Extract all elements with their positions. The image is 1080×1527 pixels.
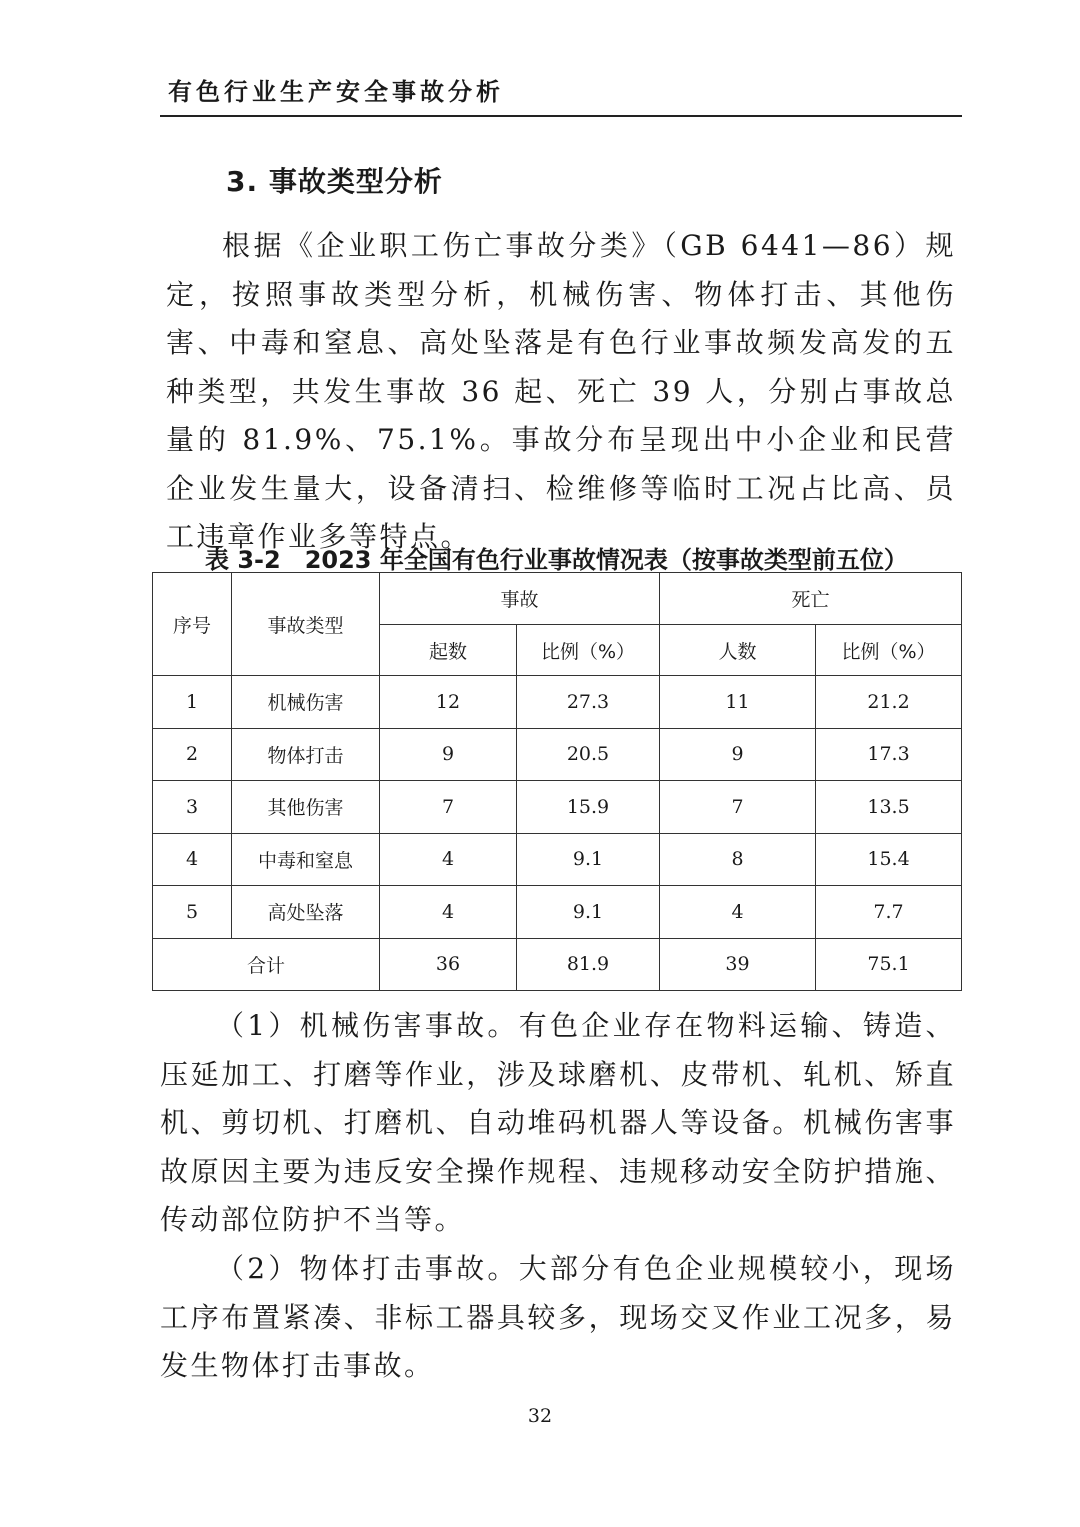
- cell-death-count: 11: [660, 676, 816, 729]
- cell-index: 3: [153, 781, 232, 834]
- table-header-row: [153, 573, 962, 625]
- cell-index: 2: [153, 728, 232, 781]
- cell-index: 1: [153, 676, 232, 729]
- cell-accident-count: 9: [380, 728, 517, 781]
- header-type: 事故类型: [232, 573, 380, 676]
- paragraph-mechanical-injury: （1）机械伤害事故。有色企业存在物料运输、铸造、压延加工、打磨等作业，涉及球磨机、皮带机、轧机、矫直机、剪切机、打磨机、自动堆码机器人等设备。机械伤害事故原因主要为违反安全操作规程、违规移动安全防护措施、传动部位防护不当等。: [160, 1009, 956, 1236]
- header-index: 序号: [153, 573, 232, 676]
- cell-type: 物体打击: [232, 728, 380, 781]
- cell-accident-count: 4: [380, 886, 517, 939]
- total-death-count: 39: [660, 938, 816, 990]
- cell-death-ratio: 21.2: [816, 676, 962, 729]
- cell-type: 其他伤害: [232, 781, 380, 834]
- cell-accident-count: 4: [380, 833, 517, 886]
- total-accident-ratio: 81.9: [517, 938, 660, 990]
- cell-death-ratio: 17.3: [816, 728, 962, 781]
- intro-paragraph: 根据《企业职工伤亡事故分类》（GB 6441—86）规定，按照事故类型分析，机械伤害、物体打击、其他伤害、中毒和窒息、高处坠落是有色行业事故频发高发的五种类型，共发生事故 36 起、死亡 39 人，分别占事故总量的 81.9%、75.1%。事故分布呈现出中小企业和民营企业发生量大，设备清扫、检维修等临时工况占比高、员工违章作业多等特点。: [166, 229, 956, 553]
- cell-index: 5: [153, 886, 232, 939]
- cell-accident-ratio: 15.9: [517, 781, 660, 834]
- cell-index: 4: [153, 833, 232, 886]
- table-caption: 表 3-2 2023 年全国有色行业事故情况表（按事故类型前五位）: [205, 546, 908, 574]
- total-label: 合计: [153, 938, 380, 990]
- table-row: [153, 676, 962, 729]
- header-death-count: 人数: [660, 625, 816, 676]
- cell-death-count: 9: [660, 728, 816, 781]
- header-accident-count: 起数: [380, 625, 517, 676]
- cell-accident-ratio: 9.1: [517, 886, 660, 939]
- cell-death-count: 4: [660, 886, 816, 939]
- cell-type: 机械伤害: [232, 676, 380, 729]
- cell-death-ratio: 15.4: [816, 833, 962, 886]
- cell-accident-ratio: 20.5: [517, 728, 660, 781]
- table-row: [153, 833, 962, 886]
- cell-death-count: 7: [660, 781, 816, 834]
- cell-type: 高处坠落: [232, 886, 380, 939]
- table-row: [153, 728, 962, 781]
- cell-death-ratio: 13.5: [816, 781, 962, 834]
- table-row: [153, 886, 962, 939]
- cell-accident-count: 12: [380, 676, 517, 729]
- header-death-ratio: 比例（%）: [816, 625, 962, 676]
- cell-accident-count: 7: [380, 781, 517, 834]
- table-row: [153, 781, 962, 834]
- total-death-ratio: 75.1: [816, 938, 962, 990]
- cell-accident-ratio: 27.3: [517, 676, 660, 729]
- page-number: 32: [527, 1405, 553, 1427]
- cell-death-ratio: 7.7: [816, 886, 962, 939]
- paragraph-object-strike: （2）物体打击事故。大部分有色企业规模较小，现场工序布置紧凑、非标工器具较多，现场交叉作业工况多，易发生物体打击事故。: [160, 1252, 956, 1382]
- table-total-row: [153, 938, 962, 990]
- cell-type: 中毒和窒息: [232, 833, 380, 886]
- header-accident-ratio: 比例（%）: [517, 625, 660, 676]
- cell-death-count: 8: [660, 833, 816, 886]
- section-title: 3. 事故类型分析: [226, 165, 443, 198]
- cell-accident-ratio: 9.1: [517, 833, 660, 886]
- running-header: 有色行业生产安全事故分析: [168, 78, 504, 106]
- accident-table: [152, 572, 962, 991]
- total-accident-count: 36: [380, 938, 517, 990]
- header-accidents: 事故: [380, 573, 660, 625]
- header-deaths: 死亡: [660, 573, 962, 625]
- header-rule: [160, 115, 962, 117]
